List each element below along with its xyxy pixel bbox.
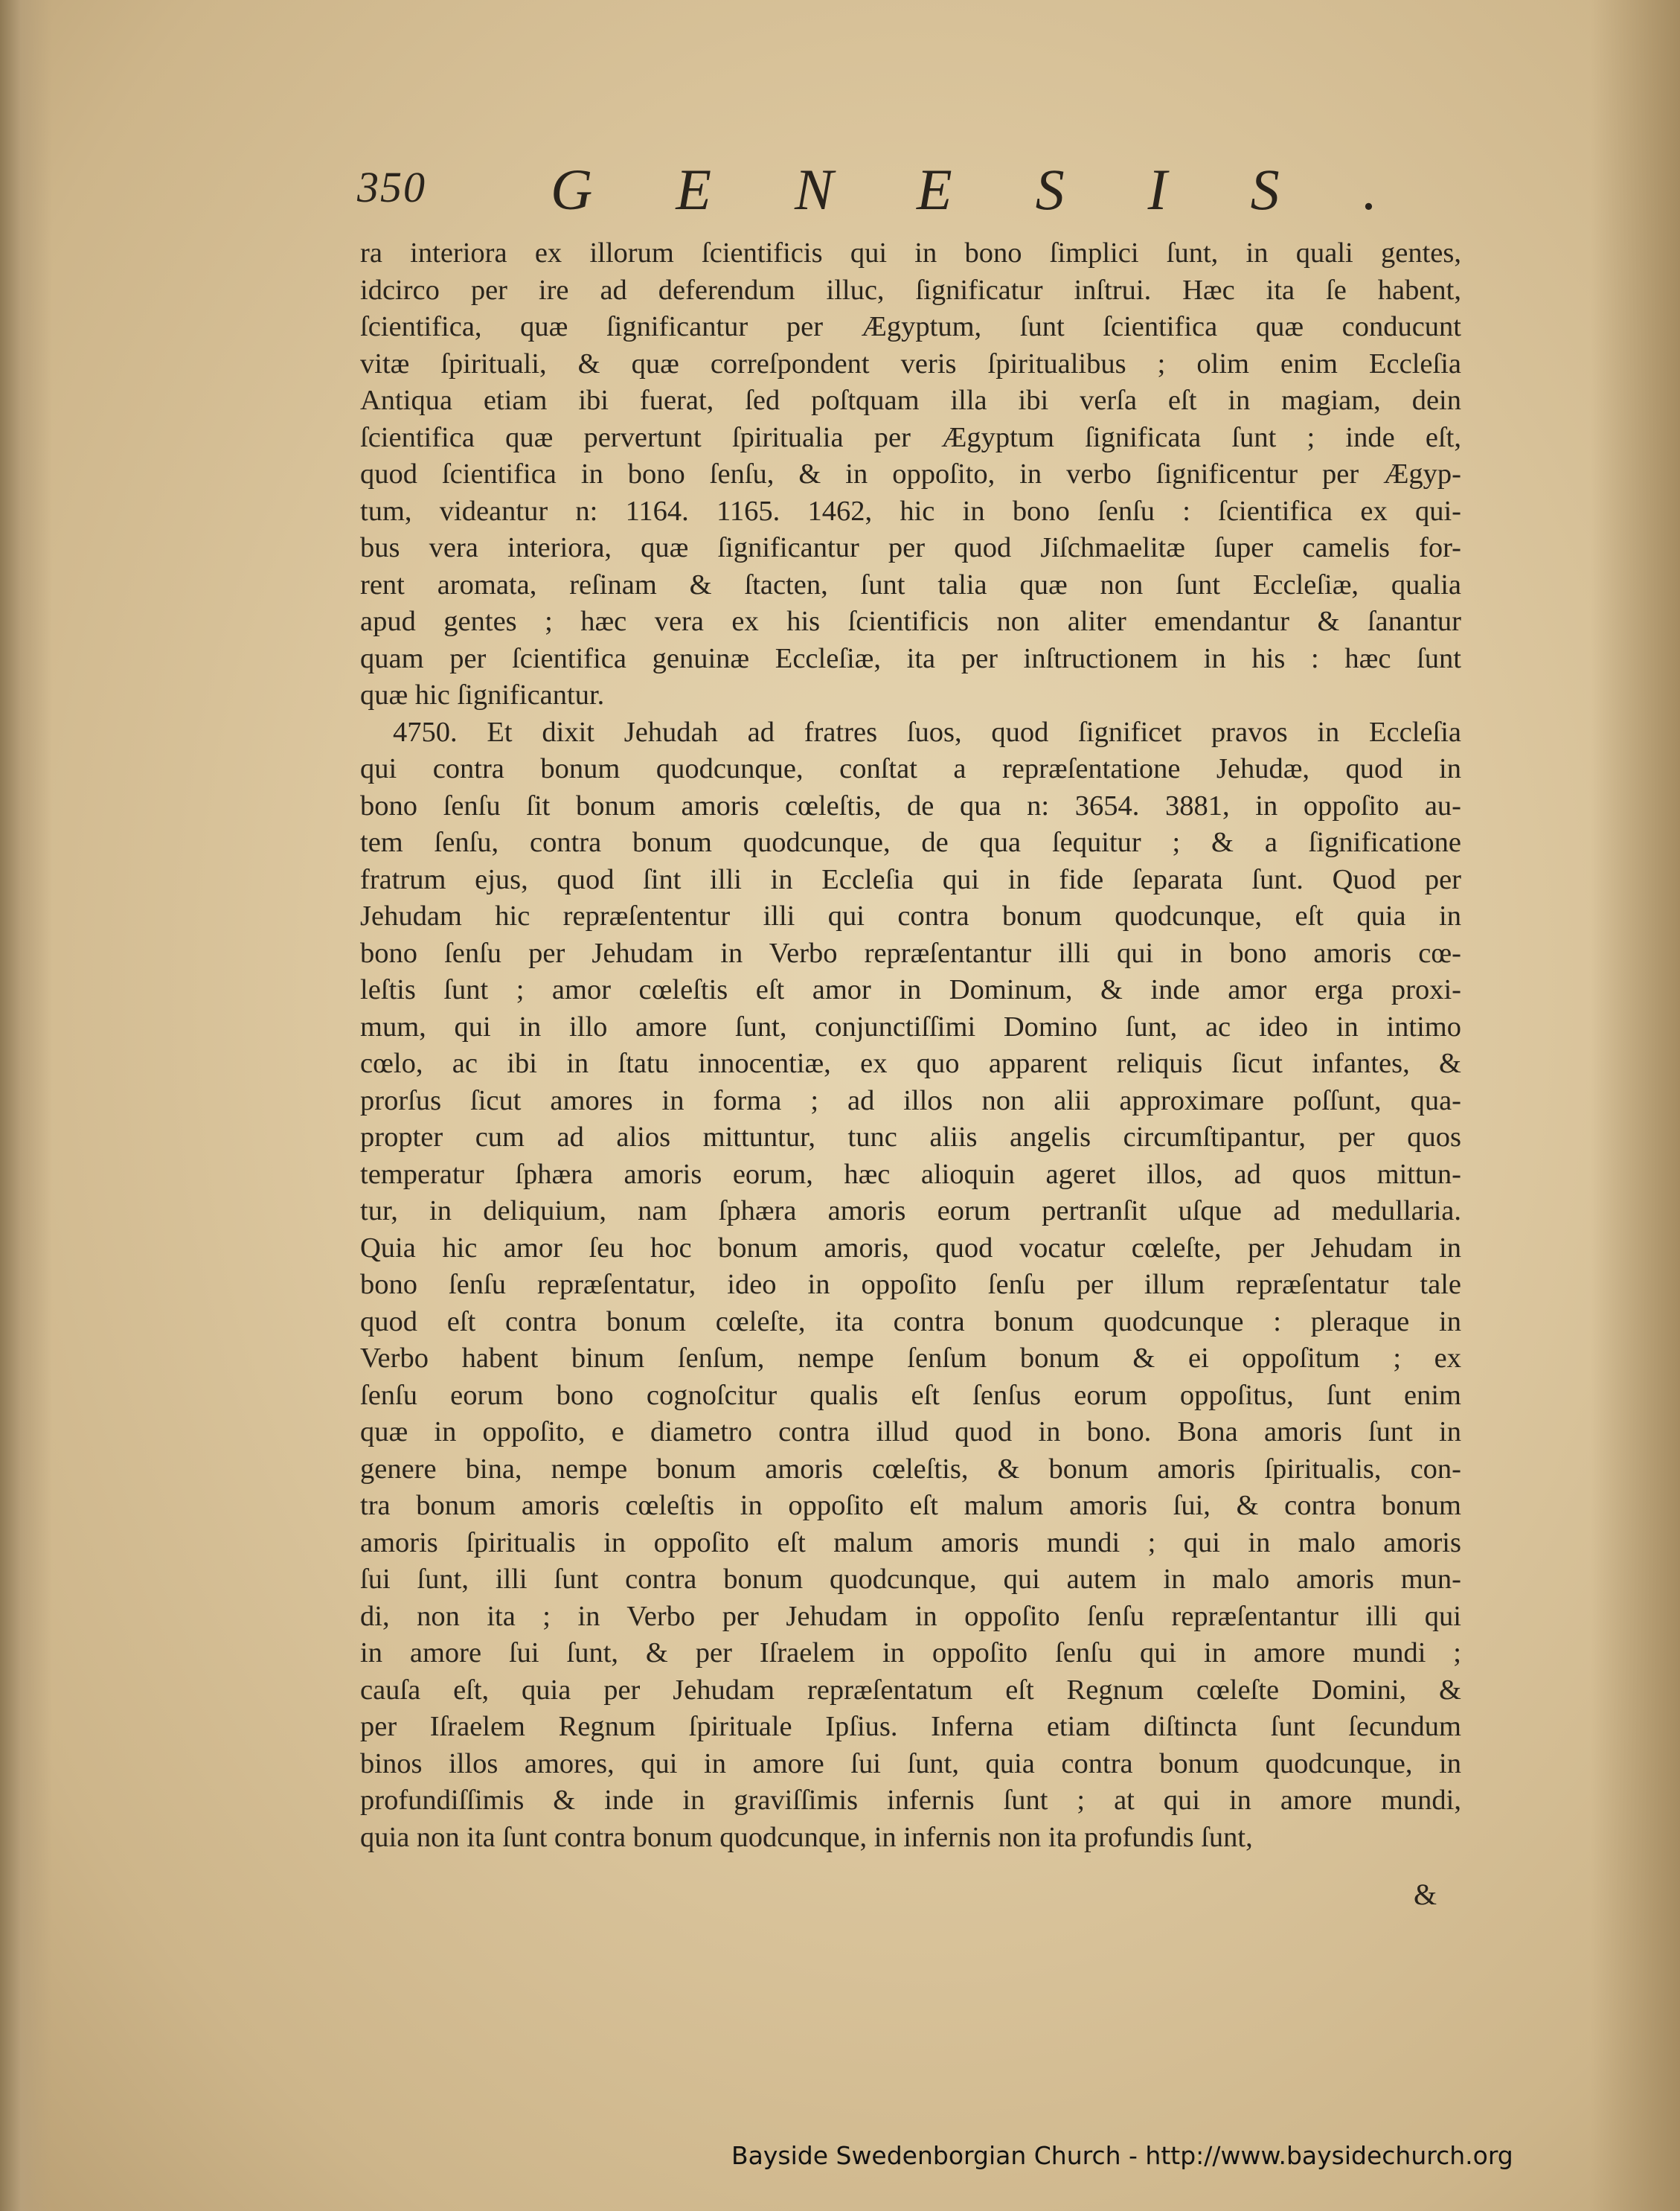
text-line: di, non ita ; in Verbo per Jehudam in oppoſito ſenſu repræſentantur illi qui [360, 1600, 1461, 1632]
text-line: in amore ſui ſunt, & per Iſraelem in oppoſito ſenſu qui in amore mundi ; [360, 1637, 1461, 1668]
text-line: bono ſenſu repræſentatur, ideo in oppoſito ſenſu per illum repræſentatur tale [360, 1269, 1461, 1300]
text-line: ſenſu eorum bono cognoſcitur qualis eſt ſenſus eorum oppoſitus, ſunt enim [360, 1379, 1461, 1411]
text-line: cauſa eſt, quia per Jehudam repræſentatum eſt Regnum cœleſte Domini, & [360, 1674, 1461, 1706]
text-line: temperatur ſphæra amoris eorum, hæc alioquin ageret illos, ad quos mittun- [360, 1158, 1461, 1190]
text-line: quæ hic ſignificantur. [360, 679, 605, 711]
text-line: profundiſſimis & inde in graviſſimis infernis ſunt ; at qui in amore mundi, [360, 1785, 1461, 1816]
text-line: ſcientifica, quæ ſignificantur per Ægyptum, ſunt ſcientifica quæ conducunt [360, 311, 1461, 342]
text-line: quam per ſcientifica genuinæ Eccleſiæ, ita per inſtructionem in his : hæc ſunt [360, 642, 1461, 674]
text-line: amoris ſpiritualis in oppoſito eſt malum amoris mundi ; qui in malo amoris [360, 1526, 1461, 1558]
page-number: 350 [357, 163, 426, 211]
text-line: qui contra bonum quodcunque, conſtat a repræſentatione Jehudæ, quod in [360, 753, 1461, 784]
text-line: ſcientifica quæ pervertunt ſpiritualia per Ægyptum ſignificata ſunt ; inde eſt, [360, 421, 1461, 453]
paragraph-4750 [360, 714, 1461, 1857]
text-line: bus vera interiora, quæ ſignificantur per quod Jiſchmaelitæ ſuper camelis for- [360, 532, 1461, 563]
text-line: ſui ſunt, illi ſunt contra bonum quodcunque, qui autem in malo amoris mun- [360, 1564, 1461, 1595]
catchword: & [1414, 1878, 1437, 1911]
text-line: ra interiora ex illorum ſcientificis qui in bono ſimplici ſunt, in quali gentes, [360, 237, 1461, 269]
text-line: tem ſenſu, contra bonum quodcunque, de qua ſequitur ; & a ſignificatione [360, 827, 1461, 858]
text-line: quæ in oppoſito, e diametro contra illud quod in bono. Bona amoris ſunt in [360, 1416, 1461, 1447]
text-line: cœlo, ac ibi in ſtatu innocentiæ, ex quo apparent reliquis ſicut infantes, & [360, 1048, 1461, 1079]
text-line: Jehudam hic repræſententur illi qui contra bonum quodcunque, eſt quia in [360, 900, 1461, 932]
text-line: propter cum ad alios mittuntur, tunc aliis angelis circumſtipantur, per quos [360, 1122, 1461, 1153]
page-edge-shadow [1591, 0, 1680, 2211]
text-line: Quia hic amor ſeu hoc bonum amoris, quod vocatur cœleſte, per Jehudam in [360, 1232, 1461, 1264]
watermark-text: Bayside Swedenborgian Church - http://www.baysidechurch.org [731, 2141, 1513, 2170]
text-line: 4750. Et dixit Jehudah ad fratres ſuos, quod ſignificet pravos in Eccleſia [393, 716, 1461, 748]
text-line: bono ſenſu per Jehudam in Verbo repræſentantur illi qui in bono amoris cœ- [360, 937, 1461, 969]
page-header [357, 156, 1473, 223]
text-line: genere bina, nempe bonum amoris cœleſtis, & bonum amoris ſpiritualis, con- [360, 1453, 1461, 1485]
text-line: vitæ ſpirituali, & quæ correſpondent veris ſpiritualibus ; olim enim Eccleſia [360, 348, 1461, 380]
paragraph-continued [360, 235, 1461, 714]
text-line: fratrum ejus, quod ſint illi in Eccleſia qui in fide ſeparata ſunt. Quod per [360, 863, 1461, 895]
body-text [360, 235, 1461, 1856]
text-line: tum, videantur n: 1164. 1165. 1462, hic in bono ſenſu : ſcientifica ex qui- [360, 495, 1461, 527]
text-line: quod ſcientifica in bono ſenſu, & in oppoſito, in verbo ſignificentur per Ægyp- [360, 458, 1461, 490]
text-line: apud gentes ; hæc vera ex his ſcientificis non aliter emendantur & ſanantur [360, 606, 1461, 637]
page-spine-shadow [0, 0, 52, 2211]
text-line: quod eſt contra bonum cœleſte, ita contra bonum quodcunque : pleraque in [360, 1305, 1461, 1337]
text-line: per Iſraelem Regnum ſpirituale Ipſius. Inferna etiam diſtincta ſunt ſecundum [360, 1711, 1461, 1742]
text-line: quia non ita ſunt contra bonum quodcunque, in infernis non ita profundis ſunt, [360, 1821, 1253, 1853]
text-line: leſtis ſunt ; amor cœleſtis eſt amor in Dominum, & inde amor erga proxi- [360, 974, 1461, 1005]
text-line: Antiqua etiam ibi fuerat, ſed poſtquam illa ibi verſa eſt in magiam, dein [360, 385, 1461, 416]
running-title: GENESIS. [551, 157, 1461, 222]
text-line: tra bonum amoris cœleſtis in oppoſito eſt malum amoris ſui, & contra bonum [360, 1490, 1461, 1521]
text-line: mum, qui in illo amore ſunt, conjunctiſſimi Domino ſunt, ac ideo in intimo [360, 1011, 1461, 1043]
text-line: binos illos amores, qui in amore ſui ſunt, quia contra bonum quodcunque, in [360, 1747, 1461, 1779]
text-line: Verbo habent binum ſenſum, nempe ſenſum bonum & ei oppoſitum ; ex [360, 1343, 1461, 1374]
text-line: prorſus ſicut amores in forma ; ad illos non alii approximare poſſunt, qua- [360, 1084, 1461, 1116]
text-line: idcirco per ire ad deferendum illuc, ſignificatur inſtrui. Hæc ita ſe habent, [360, 274, 1461, 306]
text-line: bono ſenſu ſit bonum amoris cœleſtis, de qua n: 3654. 3881, in oppoſito au- [360, 790, 1461, 822]
text-line: rent aromata, reſinam & ſtacten, ſunt talia quæ non ſunt Eccleſiæ, qualia [360, 569, 1461, 601]
text-line: tur, in deliquium, nam ſphæra amoris eorum pertranſit uſque ad medullaria. [360, 1195, 1461, 1226]
